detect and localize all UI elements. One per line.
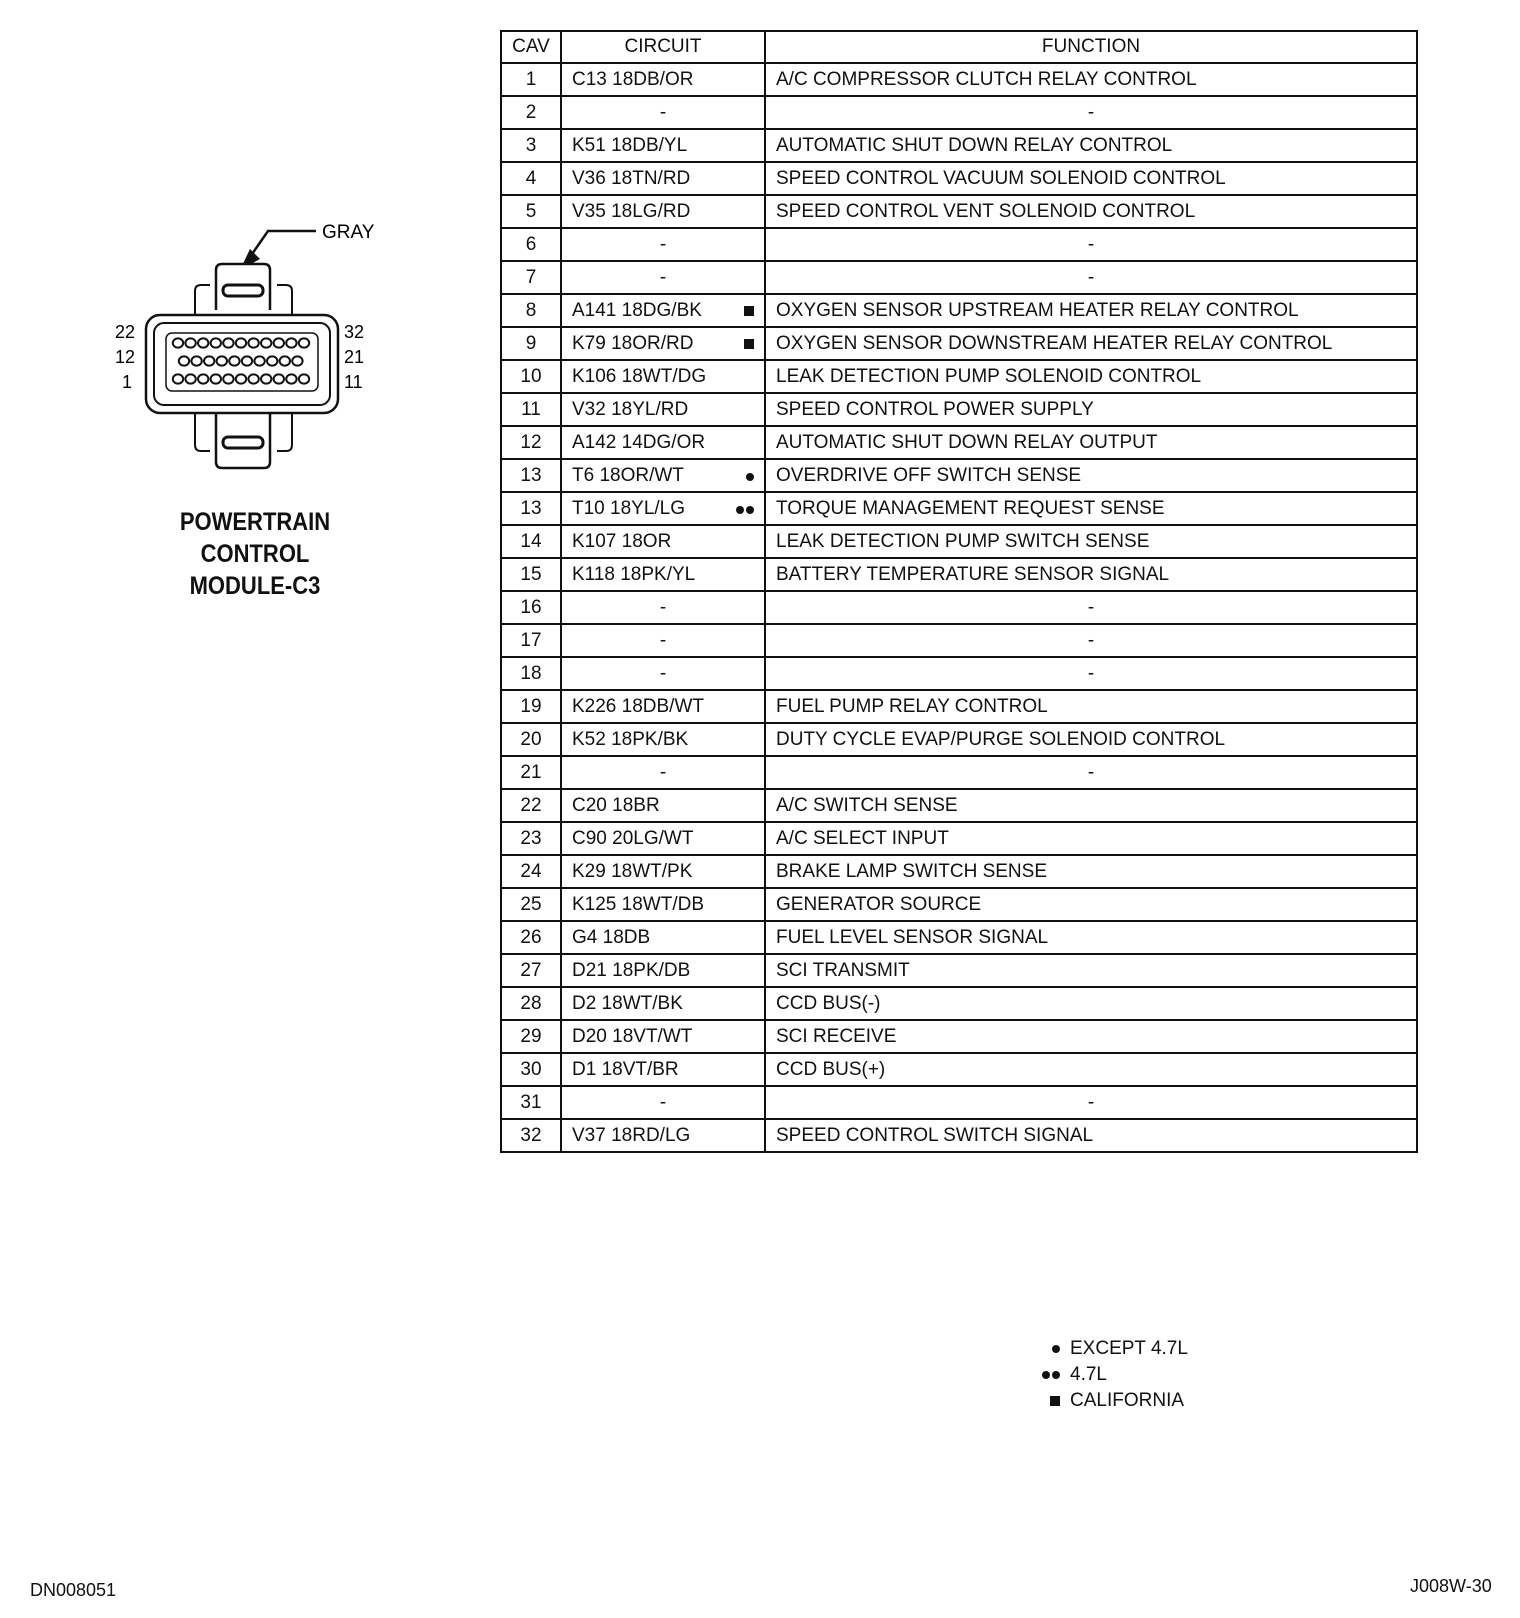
- circuit-text: C13 18DB/OR: [572, 68, 694, 90]
- pin-cavity: [204, 356, 214, 365]
- function-cell: AUTOMATIC SHUT DOWN RELAY OUTPUT: [765, 426, 1417, 459]
- pin-cavity: [299, 338, 309, 347]
- cav-cell: 26: [501, 921, 561, 954]
- header-circuit: CIRCUIT: [561, 31, 765, 63]
- function-cell: SCI RECEIVE: [765, 1020, 1417, 1053]
- circuit-text: V32 18YL/RD: [572, 398, 689, 420]
- connector-diagram: [100, 215, 420, 495]
- circuit-cell: [561, 525, 765, 558]
- circuit-cell: [561, 294, 765, 327]
- table-row: [501, 393, 1417, 426]
- circuit-cell: [561, 261, 765, 294]
- cav-cell: 15: [501, 558, 561, 591]
- table-row: [501, 129, 1417, 162]
- function-cell: GENERATOR SOURCE: [765, 888, 1417, 921]
- cav-cell: 7: [501, 261, 561, 294]
- function-cell: -: [765, 624, 1417, 657]
- circuit-cell: [561, 921, 765, 954]
- table-row: [501, 1119, 1417, 1152]
- cav-cell: 2: [501, 96, 561, 129]
- table-row: [501, 987, 1417, 1020]
- circuit-text: K125 18WT/DB: [572, 893, 704, 915]
- title-line: MODULE-C3: [189, 572, 321, 600]
- cav-cell: 19: [501, 690, 561, 723]
- bottom-latch-slot: [223, 437, 263, 448]
- circuit-text: -: [659, 629, 667, 651]
- function-cell: SPEED CONTROL POWER SUPPLY: [765, 393, 1417, 426]
- cav-cell: 1: [501, 63, 561, 96]
- cav-cell: 32: [501, 1119, 561, 1152]
- document-code-right: J008W-30: [1410, 1576, 1492, 1596]
- pin-cavity: [198, 374, 208, 383]
- circuit-text: -: [659, 101, 667, 123]
- circuit-cell: [561, 756, 765, 789]
- title-line: CONTROL: [200, 540, 310, 568]
- square-icon: [744, 301, 754, 321]
- table-row: [501, 63, 1417, 96]
- cav-cell: 18: [501, 657, 561, 690]
- circuit-text: D2 18WT/BK: [572, 992, 683, 1014]
- function-cell: -: [765, 1086, 1417, 1119]
- cav-cell: 20: [501, 723, 561, 756]
- table-row: [501, 459, 1417, 492]
- function-cell: -: [765, 756, 1417, 789]
- circuit-cell: [561, 822, 765, 855]
- circuit-cell: [561, 195, 765, 228]
- cav-cell: 13: [501, 492, 561, 525]
- circuit-text: C90 20LG/WT: [572, 827, 694, 849]
- cav-cell: 16: [501, 591, 561, 624]
- circuit-cell: [561, 162, 765, 195]
- circuit-text: A141 18DG/BK: [572, 299, 702, 321]
- pin-cavity: [236, 374, 246, 383]
- circuit-text: -: [659, 233, 667, 255]
- table-row: [501, 954, 1417, 987]
- table-row: [501, 723, 1417, 756]
- circuit-text: -: [659, 761, 667, 783]
- pin-label-12: 12: [115, 347, 136, 367]
- circuit-cell: [561, 624, 765, 657]
- pin-cavity: [274, 338, 284, 347]
- table-row: [501, 1020, 1417, 1053]
- header-cav: CAV: [501, 31, 561, 63]
- table-row: [501, 822, 1417, 855]
- pin-cavity: [173, 338, 183, 347]
- pin-cavity: [185, 374, 195, 383]
- circuit-text: A142 14DG/OR: [572, 431, 706, 453]
- pin-cavity: [229, 356, 239, 365]
- function-cell: FUEL PUMP RELAY CONTROL: [765, 690, 1417, 723]
- circuit-text: K118 18PK/YL: [572, 563, 696, 585]
- function-cell: -: [765, 96, 1417, 129]
- legend-item: [1030, 1362, 1188, 1388]
- pin-cavity: [267, 356, 277, 365]
- function-cell: -: [765, 591, 1417, 624]
- function-cell: A/C SWITCH SENSE: [765, 789, 1417, 822]
- pin-label-22: 22: [115, 322, 136, 342]
- table-row: [501, 558, 1417, 591]
- function-cell: OVERDRIVE OFF SWITCH SENSE: [765, 459, 1417, 492]
- function-cell: AUTOMATIC SHUT DOWN RELAY CONTROL: [765, 129, 1417, 162]
- table-row: [501, 195, 1417, 228]
- function-cell: DUTY CYCLE EVAP/PURGE SOLENOID CONTROL: [765, 723, 1417, 756]
- circuit-text: -: [659, 596, 667, 618]
- table-row: [501, 228, 1417, 261]
- function-cell: SPEED CONTROL VENT SOLENOID CONTROL: [765, 195, 1417, 228]
- table-row: [501, 294, 1417, 327]
- header-function: FUNCTION: [765, 31, 1417, 63]
- pin-cavity: [223, 374, 233, 383]
- double-dot-icon: [1030, 1371, 1070, 1379]
- pin-cavity: [185, 338, 195, 347]
- pin-cavity: [191, 356, 201, 365]
- pin-cavity: [223, 338, 233, 347]
- cav-cell: 14: [501, 525, 561, 558]
- function-cell: OXYGEN SENSOR UPSTREAM HEATER RELAY CONTROL: [765, 294, 1417, 327]
- legend-item: [1030, 1336, 1188, 1362]
- circuit-text: K106 18WT/DG: [572, 365, 707, 387]
- circuit-cell: [561, 657, 765, 690]
- table-row: [501, 525, 1417, 558]
- cav-cell: 22: [501, 789, 561, 822]
- circuit-text: K79 18OR/RD: [572, 332, 694, 354]
- pin-cavity: [261, 374, 271, 383]
- circuit-text: D1 18VT/BR: [572, 1058, 679, 1080]
- top-latch-slot: [223, 285, 263, 296]
- table-row: [501, 360, 1417, 393]
- pin-cavity: [248, 374, 258, 383]
- cav-cell: 25: [501, 888, 561, 921]
- circuit-cell: [561, 954, 765, 987]
- circuit-cell: [561, 789, 765, 822]
- cav-cell: 31: [501, 1086, 561, 1119]
- cav-cell: 28: [501, 987, 561, 1020]
- pin-cavity: [274, 374, 284, 383]
- circuit-text: T6 18OR/WT: [572, 464, 684, 486]
- dot-icon: [1030, 1345, 1070, 1353]
- pin-cavity: [211, 374, 221, 383]
- table-row: [501, 162, 1417, 195]
- function-cell: -: [765, 228, 1417, 261]
- circuit-cell: [561, 1119, 765, 1152]
- circuit-cell: [561, 1086, 765, 1119]
- square-icon: [1030, 1396, 1070, 1406]
- circuit-cell: [561, 723, 765, 756]
- circuit-cell: [561, 96, 765, 129]
- table-row: [501, 1086, 1417, 1119]
- function-cell: BRAKE LAMP SWITCH SENSE: [765, 855, 1417, 888]
- cav-cell: 8: [501, 294, 561, 327]
- circuit-text: V35 18LG/RD: [572, 200, 691, 222]
- pin-cavity: [299, 374, 309, 383]
- circuit-cell: [561, 327, 765, 360]
- pin-cavity: [261, 338, 271, 347]
- circuit-cell: [561, 393, 765, 426]
- circuit-cell: [561, 558, 765, 591]
- legend-label: CALIFORNIA: [1070, 1390, 1185, 1411]
- cav-cell: 13: [501, 459, 561, 492]
- circuit-cell: [561, 987, 765, 1020]
- dot-icon: [744, 466, 754, 486]
- circuit-cell: [561, 426, 765, 459]
- circuit-cell: [561, 459, 765, 492]
- cav-cell: 4: [501, 162, 561, 195]
- table-row: [501, 921, 1417, 954]
- function-cell: TORQUE MANAGEMENT REQUEST SENSE: [765, 492, 1417, 525]
- function-cell: CCD BUS(-): [765, 987, 1417, 1020]
- circuit-cell: [561, 855, 765, 888]
- table-row: [501, 426, 1417, 459]
- legend-label: 4.7L: [1070, 1364, 1107, 1385]
- function-cell: CCD BUS(+): [765, 1053, 1417, 1086]
- pin-label-21: 21: [344, 347, 365, 367]
- table-header-row: [501, 31, 1417, 63]
- function-cell: BATTERY TEMPERATURE SENSOR SIGNAL: [765, 558, 1417, 591]
- function-cell: SCI TRANSMIT: [765, 954, 1417, 987]
- pin-cavity: [211, 338, 221, 347]
- circuit-text: C20 18BR: [572, 794, 660, 816]
- function-cell: -: [765, 657, 1417, 690]
- pin-label-1: 1: [122, 372, 133, 392]
- circuit-text: K51 18DB/YL: [572, 134, 688, 156]
- square-icon: [744, 334, 754, 354]
- circuit-cell: [561, 1020, 765, 1053]
- cav-cell: 6: [501, 228, 561, 261]
- circuit-text: T10 18YL/LG: [572, 497, 686, 519]
- cav-cell: 10: [501, 360, 561, 393]
- table-row: [501, 690, 1417, 723]
- cav-cell: 24: [501, 855, 561, 888]
- cav-cell: 17: [501, 624, 561, 657]
- cav-cell: 12: [501, 426, 561, 459]
- circuit-cell: [561, 63, 765, 96]
- circuit-cell: [561, 360, 765, 393]
- table-row: [501, 96, 1417, 129]
- cav-cell: 29: [501, 1020, 561, 1053]
- pin-cavity: [179, 356, 189, 365]
- circuit-text: K52 18PK/BK: [572, 728, 689, 750]
- pin-cavity: [286, 374, 296, 383]
- circuit-text: G4 18DB: [572, 926, 651, 948]
- table-row: [501, 327, 1417, 360]
- legend: [1030, 1336, 1188, 1414]
- connector-pins: [173, 338, 309, 383]
- circuit-text: K107 18OR: [572, 530, 672, 552]
- circuit-cell: [561, 228, 765, 261]
- circuit-text: -: [659, 662, 667, 684]
- connector-color-label: GRAY: [322, 222, 375, 243]
- cav-cell: 5: [501, 195, 561, 228]
- connector-title: [140, 506, 370, 602]
- pin-label-11: 11: [344, 372, 363, 392]
- table-row: [501, 888, 1417, 921]
- pinout-table: [500, 30, 1418, 1153]
- gray-arrow-icon: [250, 231, 316, 257]
- cav-cell: 23: [501, 822, 561, 855]
- pin-cavity: [236, 338, 246, 347]
- pin-cavity: [248, 338, 258, 347]
- table-row: [501, 261, 1417, 294]
- circuit-cell: [561, 591, 765, 624]
- cav-cell: 3: [501, 129, 561, 162]
- double-dot-icon: [734, 499, 754, 519]
- function-cell: FUEL LEVEL SENSOR SIGNAL: [765, 921, 1417, 954]
- function-cell: -: [765, 261, 1417, 294]
- cav-cell: 11: [501, 393, 561, 426]
- table-row: [501, 591, 1417, 624]
- pin-cavity: [280, 356, 290, 365]
- pin-cavity: [173, 374, 183, 383]
- table-row: [501, 624, 1417, 657]
- table-row: [501, 657, 1417, 690]
- pin-cavity: [254, 356, 264, 365]
- title-line: POWERTRAIN: [179, 508, 331, 536]
- table-row: [501, 1053, 1417, 1086]
- circuit-cell: [561, 1053, 765, 1086]
- function-cell: SPEED CONTROL VACUUM SOLENOID CONTROL: [765, 162, 1417, 195]
- pin-cavity: [286, 338, 296, 347]
- circuit-text: -: [659, 1091, 667, 1113]
- pin-cavity: [217, 356, 227, 365]
- pin-cavity: [242, 356, 252, 365]
- document-code-left: DN008051: [30, 1580, 117, 1600]
- circuit-cell: [561, 492, 765, 525]
- function-cell: LEAK DETECTION PUMP SOLENOID CONTROL: [765, 360, 1417, 393]
- circuit-text: V37 18RD/LG: [572, 1124, 691, 1146]
- cav-cell: 9: [501, 327, 561, 360]
- table-row: [501, 789, 1417, 822]
- circuit-text: K29 18WT/PK: [572, 860, 693, 882]
- pin-cavity: [198, 338, 208, 347]
- circuit-cell: [561, 888, 765, 921]
- circuit-cell: [561, 690, 765, 723]
- circuit-text: -: [659, 266, 667, 288]
- table-row: [501, 756, 1417, 789]
- circuit-text: D20 18VT/WT: [572, 1025, 693, 1047]
- circuit-text: D21 18PK/DB: [572, 959, 691, 981]
- legend-label: EXCEPT 4.7L: [1070, 1338, 1188, 1359]
- function-cell: SPEED CONTROL SWITCH SIGNAL: [765, 1119, 1417, 1152]
- pin-label-32: 32: [344, 322, 365, 342]
- function-cell: A/C COMPRESSOR CLUTCH RELAY CONTROL: [765, 63, 1417, 96]
- legend-item: [1030, 1388, 1188, 1414]
- function-cell: LEAK DETECTION PUMP SWITCH SENSE: [765, 525, 1417, 558]
- table-row: [501, 855, 1417, 888]
- function-cell: OXYGEN SENSOR DOWNSTREAM HEATER RELAY CONTROL: [765, 327, 1417, 360]
- function-cell: A/C SELECT INPUT: [765, 822, 1417, 855]
- circuit-text: V36 18TN/RD: [572, 167, 691, 189]
- cav-cell: 27: [501, 954, 561, 987]
- table-row: [501, 492, 1417, 525]
- pin-cavity: [292, 356, 302, 365]
- circuit-cell: [561, 129, 765, 162]
- circuit-text: K226 18DB/WT: [572, 695, 704, 717]
- cav-cell: 30: [501, 1053, 561, 1086]
- cav-cell: 21: [501, 756, 561, 789]
